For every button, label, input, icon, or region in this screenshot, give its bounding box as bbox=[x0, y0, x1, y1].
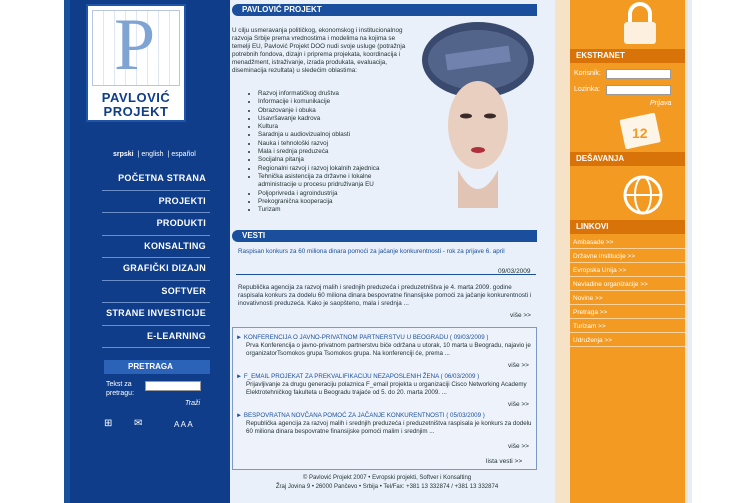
news-more-link[interactable]: više >> bbox=[510, 312, 531, 319]
events-title: DEŠAVANJA bbox=[570, 152, 685, 166]
list-item bbox=[236, 334, 534, 358]
list-item: • Tehnička asistencija za državne i lokalne administracije u procesu pridruživanja EU bbox=[258, 173, 400, 190]
main-menu bbox=[102, 168, 210, 348]
menu-item-projekti[interactable]: PROJEKTI bbox=[102, 191, 210, 214]
list-item: • Turizam bbox=[258, 206, 400, 214]
list-item: • Mala i srednja preduzeća bbox=[258, 148, 400, 156]
link-novine[interactable]: Novine >> bbox=[570, 293, 685, 305]
intro-text: U cilju usmeravanja političkog, ekonomskog i institucionalnog razvoja Srbije prema vrednostima i modelima na kojima se temelji EU, Pavlović Projekt DOO nudi svoje usluge (potražnja potrebnih fondova, dizajn i priprema projekata, koordinacija i menadžment, istraživanje, izrada produkata, evaluacija, diseminacija rezultata) u sledećim oblastima: bbox=[232, 27, 406, 75]
footer-line2: Žraj Jovina 9 • 26000 Pančevo • Srbija • Tel/Fax: +381 13 332874 / +381 13 332874 bbox=[275, 484, 499, 490]
user-label: Korisnik: bbox=[574, 70, 601, 77]
news-item-body: Prva Konferencija o javno-privatnom partnerstvu biće održana u utorak, 10 marta u Beogradu, najavio je organizatorTsomokos grupa Tsomokos grupa. Na konferenciji će, prema ... bbox=[246, 342, 531, 357]
links-title: LINKOVI bbox=[570, 220, 685, 234]
search-button[interactable]: Traži bbox=[185, 400, 201, 407]
news-item-date: ( 09/03/2009 ) bbox=[449, 334, 489, 341]
search-input[interactable] bbox=[145, 381, 201, 391]
logo-letter: P bbox=[114, 4, 156, 86]
lang-english[interactable]: english bbox=[141, 151, 164, 158]
menu-item-pocetna[interactable]: POČETNA STRANA bbox=[102, 168, 210, 191]
login-button[interactable]: Prijava bbox=[650, 100, 672, 107]
main-title: PAVLOVIĆ PROJEKT bbox=[232, 4, 537, 16]
globe-icon bbox=[620, 172, 666, 218]
language-switcher: srpski | english | español bbox=[113, 151, 196, 158]
lang-srpski[interactable]: srpski bbox=[113, 151, 134, 158]
list-item: • Socijalna pitanja bbox=[258, 156, 400, 164]
svg-text:12: 12 bbox=[632, 125, 648, 141]
lang-espanol[interactable]: español bbox=[171, 151, 196, 158]
logo[interactable] bbox=[86, 4, 186, 122]
extranet-title: EKSTRANET bbox=[570, 49, 685, 63]
password-label: Lozinka: bbox=[574, 86, 601, 93]
list-item: • Informacije i komunikacije bbox=[258, 98, 400, 106]
news-item-body: Republička agencija za razvoj malih i srednjih preduzeća i preduzetništva raspisala je konkurs za dodelu 60 miliona dinara bespovratne finansijske pomoći malim i srednjim ... bbox=[246, 420, 532, 435]
news-date: 09/03/2009 bbox=[498, 268, 531, 275]
link-udruzenja[interactable]: Udruženja >> bbox=[570, 335, 685, 347]
news-item-date: ( 06/03/2009 ) bbox=[440, 373, 480, 380]
tool-icons bbox=[104, 418, 214, 432]
list-item bbox=[236, 412, 534, 436]
news-body: Republička agencija za razvoj malih i srednjih preduzeća i preduzetništva je 4. marta 2009. godine raspisala konkurs za dodelu 60 miliona dinara bespovratne finansijske pomoći za jačanje konkurentnosti i inovativnosti preduzeća. Kako je saopšteno, mala i srednja ... bbox=[238, 284, 532, 307]
news-item-title[interactable]: KONFERENCIJA O JAVNO-PRIVATNOM PARTNERSTVU U BEOGRADU bbox=[243, 334, 449, 341]
footer bbox=[232, 474, 542, 492]
link-evropska-unija[interactable]: Evropska Unija >> bbox=[570, 265, 685, 277]
bullet-icon: ► bbox=[236, 373, 243, 380]
news-all-link[interactable]: lista vesti >> bbox=[486, 458, 523, 465]
padlock-icon bbox=[616, 2, 664, 46]
list-item: • Prekogranična kooperacija bbox=[258, 198, 400, 206]
menu-item-strane-investicije[interactable]: STRANE INVESTICIJE bbox=[102, 303, 210, 326]
search-label: Tekst za pretragu: bbox=[106, 381, 135, 397]
right-border bbox=[688, 0, 692, 503]
news-item-body: Prijavljivanje za drugu generaciju polaznica F_email projekta u organizaciji Cisco Networking Academy Elektrotehničkog fakulteta u Beogradu trajaće od 5. do 20. marta 2009. ... bbox=[246, 381, 527, 396]
menu-item-e-learning[interactable]: E-LEARNING bbox=[102, 326, 210, 349]
search-title: PRETRAGA bbox=[104, 360, 210, 374]
news-headline[interactable]: Raspisan konkurs za 60 miliona dinara pomoći za jačanje konkurentnosti - rok za prijave 6. april bbox=[238, 248, 505, 255]
news-title: VESTI bbox=[232, 230, 537, 242]
list-item: • Saradnja u audiovizualnoj oblasti bbox=[258, 131, 400, 139]
list-item: • Usavršavanje kadrova bbox=[258, 115, 400, 123]
logo-line2: PROJEKT bbox=[103, 104, 169, 119]
portrait-image bbox=[418, 20, 538, 208]
sitemap-icon[interactable]: ⊞ bbox=[104, 418, 113, 429]
news-item-more[interactable]: više >> bbox=[508, 443, 529, 450]
link-turizam[interactable]: Turizam >> bbox=[570, 321, 685, 333]
news-item-more[interactable]: više >> bbox=[508, 362, 529, 369]
news-item-date: ( 05/03/2009 ) bbox=[446, 412, 485, 419]
news-item-title[interactable]: F_EMAIL PROJEKAT ZA PREKVALIFIKACIJU NEZAPOSLENIH ŽENA bbox=[243, 373, 439, 380]
list-item bbox=[236, 373, 534, 397]
menu-item-konsalting[interactable]: KONSALTING bbox=[102, 236, 210, 259]
link-drzavne-institucije[interactable]: Državne institucije >> bbox=[570, 251, 685, 263]
list-item: • Obrazovanje i obuka bbox=[258, 107, 400, 115]
password-input[interactable] bbox=[606, 85, 671, 95]
news-item-more[interactable]: više >> bbox=[508, 401, 529, 408]
link-nevladine-organizacije[interactable]: Nevladine organizacije >> bbox=[570, 279, 685, 291]
footer-line1: © Pavlović Projekt 2007 • Evropski projekti, Softver i Konsalting bbox=[302, 475, 472, 481]
menu-item-softver[interactable]: SOFTVER bbox=[102, 281, 210, 304]
list-item: • Poljoprivreda i agroindustrija bbox=[258, 190, 400, 198]
link-pretraga[interactable]: Pretraga >> bbox=[570, 307, 685, 319]
calendar-icon bbox=[616, 110, 664, 150]
menu-item-graficki-dizajn[interactable]: GRAFIČKI DIZAJN bbox=[102, 258, 210, 281]
menu-item-produkti[interactable]: PRODUKTI bbox=[102, 213, 210, 236]
bullet-icon: ► bbox=[236, 412, 243, 419]
list-item: • Regionalni razvoj i razvoj lokalnih zajednica bbox=[258, 165, 400, 173]
news-item-title[interactable]: BESPOVRATNA NOVČANA POMOĆ ZA JAČANJE KONKURENTNOSTI bbox=[243, 412, 445, 419]
logo-line1: PAVLOVIĆ bbox=[101, 90, 171, 105]
link-ambasade[interactable]: Ambasade >> bbox=[570, 237, 685, 249]
list-item: • Nauka i tehnološki razvoj bbox=[258, 140, 400, 148]
bullet-icon: ► bbox=[236, 334, 243, 341]
list-item: • Kultura bbox=[258, 123, 400, 131]
areas-list bbox=[250, 90, 400, 214]
list-item: • Razvoj informatičkog društva bbox=[258, 90, 400, 98]
divider bbox=[236, 274, 536, 275]
font-size-switcher[interactable]: A A A bbox=[174, 420, 193, 429]
mail-icon[interactable]: ✉ bbox=[134, 418, 143, 429]
user-input[interactable] bbox=[606, 69, 671, 79]
